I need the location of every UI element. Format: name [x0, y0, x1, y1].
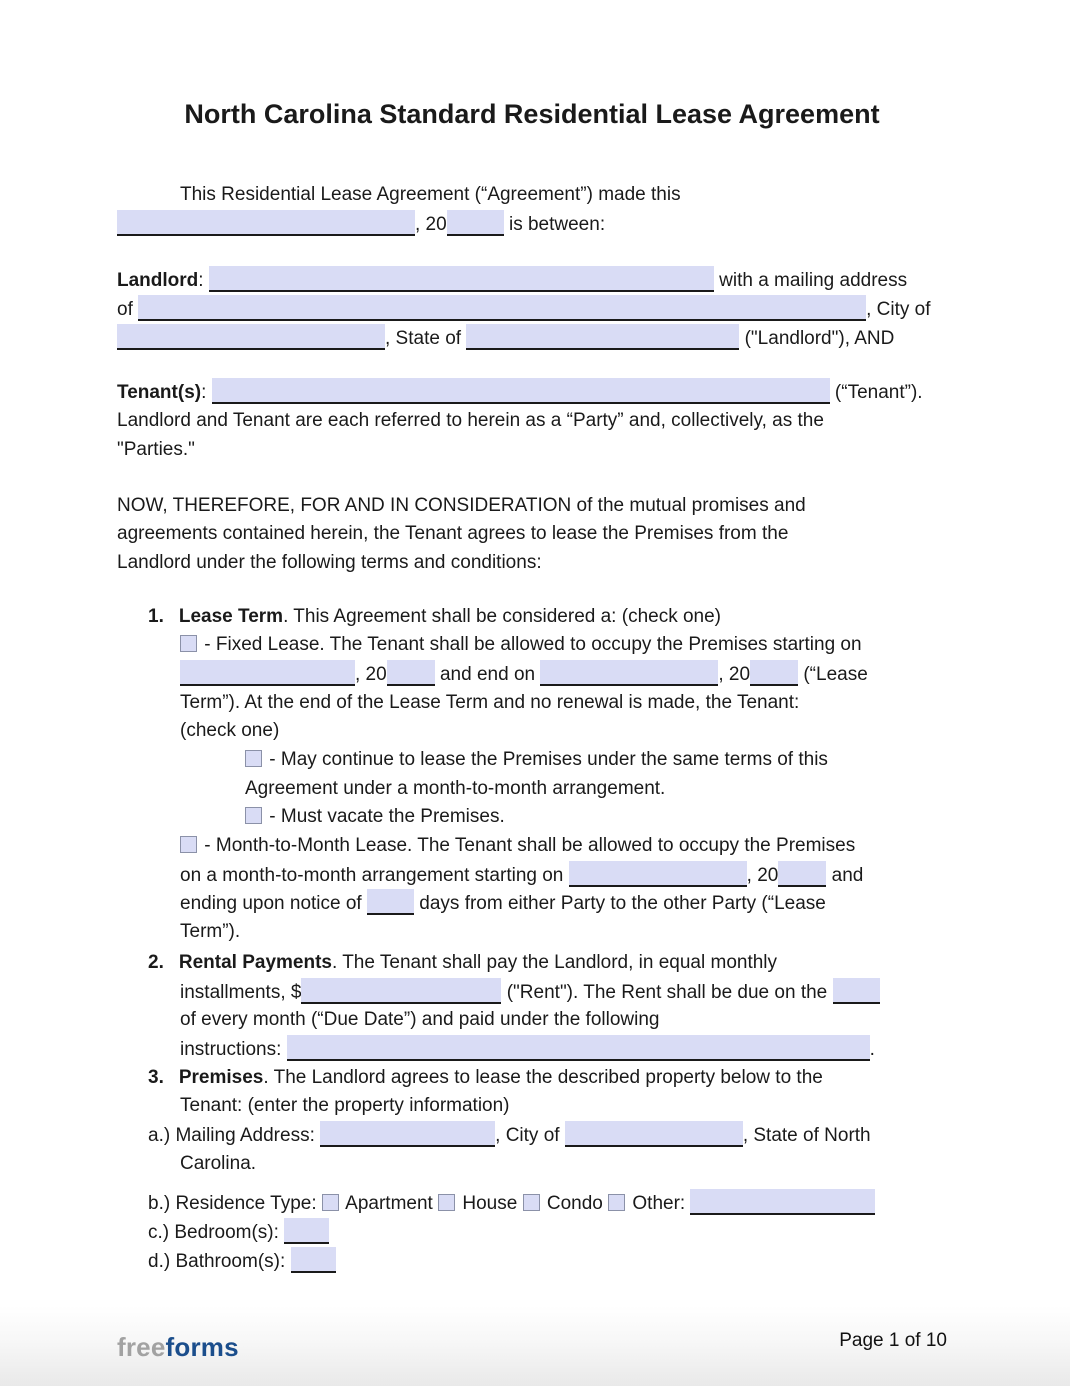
- text-run: and: [826, 864, 864, 886]
- document-title: North Carolina Standard Residential Lease Agreement: [184, 99, 880, 129]
- text-run: , 20: [746, 864, 779, 886]
- checkbox[interactable]: [523, 1194, 540, 1211]
- blank-field[interactable]: [291, 1247, 336, 1273]
- text-run: b.) Residence Type:: [148, 1193, 322, 1215]
- text-run: "Parties.": [117, 438, 195, 460]
- text-line: [117, 266, 947, 295]
- text-line: [117, 717, 947, 746]
- text-run: :: [201, 382, 212, 404]
- text-run: - May continue to lease the Premises under the same terms of this: [264, 749, 828, 770]
- blank-field[interactable]: [466, 324, 739, 350]
- text-run: - Must vacate the Premises.: [264, 806, 505, 828]
- tenant-paragraph: [117, 378, 947, 464]
- page-number: Page 1 of 10: [839, 1330, 947, 1351]
- text-run: Carolina.: [180, 1152, 257, 1174]
- text-line: [117, 407, 947, 436]
- text-run-bold: Landlord: [117, 270, 199, 292]
- text-run-bold: 1.: [148, 605, 164, 627]
- blank-field[interactable]: [565, 1121, 743, 1147]
- text-run: This Residential Lease Agreement (“Agreement”) made this: [180, 184, 681, 205]
- text-line: [117, 1121, 947, 1150]
- text-run: c.) Bedroom(s):: [148, 1222, 285, 1243]
- checkbox[interactable]: [245, 750, 262, 767]
- text-line: [117, 1218, 947, 1247]
- section-2-rental-payments: [117, 949, 947, 1064]
- text-run: on a month-to-month arrangement starting on: [180, 864, 569, 886]
- text-run: House: [457, 1193, 523, 1215]
- text-line: [117, 181, 947, 210]
- text-run: installments, $: [180, 981, 302, 1003]
- text-run: . This Agreement shall be considered a: (check one): [283, 605, 722, 627]
- text-run-bold: 3.: [148, 1066, 164, 1088]
- text-run: , 20: [718, 663, 751, 685]
- text-run: , State of North: [742, 1124, 871, 1146]
- blank-field[interactable]: [750, 660, 798, 686]
- text-run: agreements contained herein, the Tenant agrees to lease the Premises from the: [117, 523, 789, 545]
- text-run: - Month-to-Month Lease. The Tenant shall be allowed to occupy the Premises: [199, 835, 856, 857]
- text-run: a.) Mailing Address:: [148, 1124, 321, 1146]
- text-run: ending upon notice of: [180, 893, 367, 915]
- text-run: is between:: [503, 213, 606, 235]
- page-footer: [0, 1306, 1070, 1386]
- blank-field[interactable]: [833, 978, 880, 1004]
- document-content: [117, 181, 947, 1275]
- blank-field[interactable]: [117, 210, 415, 236]
- blank-field[interactable]: [778, 861, 826, 887]
- checkbox[interactable]: [180, 836, 197, 853]
- text-line: [117, 1006, 947, 1035]
- text-run: .: [869, 1038, 875, 1060]
- text-run-bold: Lease Term: [178, 605, 284, 627]
- text-run: Apartment: [340, 1193, 439, 1215]
- text-line: [117, 378, 947, 407]
- blank-field[interactable]: [540, 660, 718, 686]
- text-run: - Fixed Lease. The Tenant shall be allowed to occupy the Premises starting on: [199, 634, 862, 656]
- text-line: [117, 803, 947, 832]
- text-run: Condo: [541, 1193, 609, 1215]
- text-run: d.) Bathroom(s):: [148, 1250, 291, 1272]
- text-run-bold: Premises: [178, 1066, 264, 1088]
- text-run: , City of: [866, 299, 931, 321]
- checkbox[interactable]: [438, 1194, 455, 1211]
- text-run: (check one): [180, 720, 280, 742]
- text-run: , 20: [415, 213, 447, 235]
- section-3-premises: [117, 1064, 947, 1276]
- text-line: [117, 1092, 947, 1121]
- text-run: instructions:: [180, 1038, 287, 1060]
- checkbox[interactable]: [322, 1194, 339, 1211]
- blank-field[interactable]: [209, 266, 714, 292]
- blank-field[interactable]: [284, 1218, 329, 1244]
- landlord-paragraph: [117, 266, 947, 352]
- text-run: ("Rent"). The Rent shall be due on the: [501, 981, 833, 1003]
- blank-field[interactable]: [320, 1121, 495, 1147]
- text-line: [117, 631, 947, 660]
- text-line: [117, 775, 947, 804]
- text-line: [117, 861, 947, 890]
- blank-field[interactable]: [180, 660, 355, 686]
- text-line: [117, 689, 947, 718]
- text-run: Agreement under a month-to-month arrangement.: [245, 777, 666, 799]
- text-line: [117, 1247, 947, 1276]
- text-run: of every month (“Due Date”) and paid under the following: [180, 1009, 660, 1031]
- blank-field[interactable]: [212, 378, 830, 404]
- text-line: [117, 1035, 947, 1064]
- text-run: days from either Party to the other Party (“Lease: [414, 893, 826, 915]
- checkbox[interactable]: [245, 807, 262, 824]
- blank-field[interactable]: [367, 889, 414, 915]
- text-run-bold: Rental Payments: [178, 951, 332, 973]
- text-line: [117, 520, 947, 549]
- blank-field[interactable]: [690, 1189, 875, 1215]
- text-run: (“Lease: [798, 663, 868, 685]
- text-line: [117, 949, 947, 978]
- text-run: :: [198, 270, 209, 292]
- text-line: [117, 603, 947, 632]
- logo-forms-text: forms: [165, 1332, 239, 1362]
- text-run: of: [117, 299, 139, 321]
- text-run: . The Landlord agrees to lease the described property below to the: [263, 1066, 823, 1088]
- blank-field[interactable]: [138, 295, 866, 321]
- section-1-lease-term: [117, 603, 947, 947]
- text-run: Tenant: (enter the property information): [180, 1095, 510, 1117]
- blank-field[interactable]: [447, 210, 504, 236]
- text-line: [117, 832, 947, 861]
- text-run: (“Tenant”).: [829, 382, 923, 404]
- text-line: [117, 1189, 947, 1218]
- text-line: [117, 978, 947, 1007]
- text-run-bold: 2.: [148, 951, 164, 973]
- text-run: Landlord under the following terms and conditions:: [117, 551, 542, 573]
- blank-field[interactable]: [117, 324, 385, 350]
- text-run: ("Landlord"), AND: [739, 327, 895, 349]
- text-line: [117, 1150, 947, 1179]
- text-line: [117, 492, 947, 521]
- text-run: with a mailing address: [713, 270, 908, 292]
- text-run: Landlord and Tenant are each referred to herein as a “Party” and, collectively, as the: [117, 410, 824, 432]
- text-line: [117, 324, 947, 353]
- text-run: Term”).: [180, 921, 241, 943]
- intro-paragraph: [117, 181, 947, 238]
- text-line: [117, 660, 947, 689]
- text-line: [117, 889, 947, 918]
- text-line: [117, 918, 947, 947]
- blank-field[interactable]: [569, 861, 747, 887]
- text-line: [117, 746, 947, 775]
- text-run-bold: Tenant(s): [117, 382, 202, 404]
- text-run: NOW, THEREFORE, FOR AND IN CONSIDERATION of the mutual promises and: [117, 494, 806, 516]
- text-line: [117, 436, 947, 465]
- text-line: [117, 1064, 947, 1093]
- text-run: , State of: [385, 327, 467, 349]
- blank-field[interactable]: [301, 978, 501, 1004]
- text-run: Other:: [627, 1193, 691, 1215]
- checkbox[interactable]: [180, 635, 197, 652]
- checkbox[interactable]: [608, 1194, 625, 1211]
- blank-field[interactable]: [287, 1035, 870, 1061]
- text-run: . The Tenant shall pay the Landlord, in equal monthly: [331, 951, 778, 973]
- text-line: [117, 295, 947, 324]
- consideration-paragraph: [117, 492, 947, 578]
- text-line: [117, 549, 947, 578]
- text-run: , 20: [355, 663, 387, 685]
- text-run: Term”). At the end of the Lease Term and no renewal is made, the Tenant:: [180, 691, 800, 713]
- text-run: , City of: [495, 1124, 565, 1146]
- freeforms-logo: [117, 1332, 239, 1363]
- text-run: and end on: [434, 663, 541, 685]
- text-line: [117, 210, 947, 239]
- blank-field[interactable]: [387, 660, 435, 686]
- logo-free-text: free: [117, 1332, 166, 1362]
